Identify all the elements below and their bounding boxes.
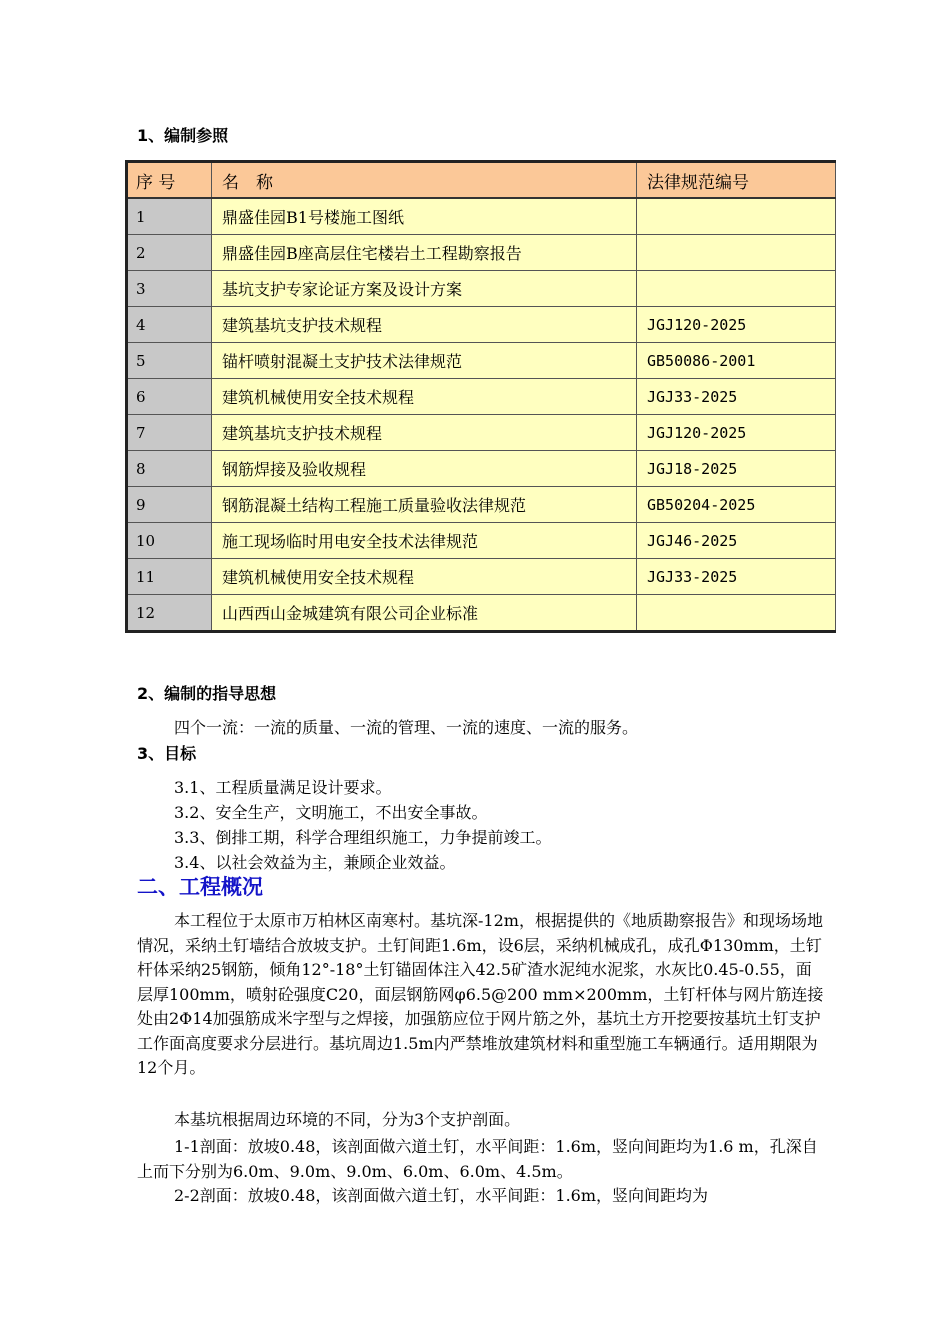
section-2-heading: 2、编制的指导思想 bbox=[137, 684, 277, 703]
table-row bbox=[127, 307, 836, 343]
header-no: 序 号 bbox=[127, 162, 212, 199]
row-number: 8 bbox=[127, 451, 212, 487]
sections-intro-paragraph: 本基坑根据周边环境的不同，分为3个支护剖面。 bbox=[174, 1110, 521, 1129]
row-number: 6 bbox=[127, 379, 212, 415]
table-row bbox=[127, 523, 836, 559]
goal-item: 3.3、倒排工期，科学合理组织施工，力争提前竣工。 bbox=[174, 828, 552, 847]
row-number: 10 bbox=[127, 523, 212, 559]
section-3-heading: 3、目标 bbox=[137, 744, 197, 763]
row-code: JGJ120-2025 bbox=[637, 415, 836, 451]
row-number: 12 bbox=[127, 595, 212, 632]
row-code: JGJ18-2025 bbox=[637, 451, 836, 487]
row-number: 2 bbox=[127, 235, 212, 271]
row-code: GB50086-2001 bbox=[637, 343, 836, 379]
section-2-2-paragraph: 2-2剖面：放坡0.48，该剖面做六道土钉，水平间距：1.6m，竖向间距均为 bbox=[174, 1186, 709, 1205]
chapter-title: 二、工程概况 bbox=[137, 875, 263, 899]
section-1-1-paragraph: 1-1剖面：放坡0.48，该剖面做六道土钉，水平间距：1.6m，竖向间距均为1.6 m，孔深自上而下分别为6.0m、9.0m、9.0m、6.0m、6.0m、4.5m。 bbox=[137, 1137, 818, 1181]
row-number: 5 bbox=[127, 343, 212, 379]
row-code: JGJ33-2025 bbox=[637, 379, 836, 415]
row-name: 建筑机械使用安全技术规程 bbox=[212, 379, 637, 415]
table-row bbox=[127, 487, 836, 523]
row-code: GB50204-2025 bbox=[637, 487, 836, 523]
goal-item: 3.4、以社会效益为主，兼顾企业效益。 bbox=[174, 853, 456, 872]
row-name: 建筑基坑支护技术规程 bbox=[212, 415, 637, 451]
table-row bbox=[127, 415, 836, 451]
section-1-heading: 1、编制参照 bbox=[137, 126, 229, 145]
header-name: 名 称 bbox=[212, 162, 637, 199]
row-name: 建筑基坑支护技术规程 bbox=[212, 307, 637, 343]
row-name: 钢筋焊接及验收规程 bbox=[212, 451, 637, 487]
row-number: 7 bbox=[127, 415, 212, 451]
row-code bbox=[637, 235, 836, 271]
reference-table bbox=[125, 160, 836, 633]
row-name: 山西西山金城建筑有限公司企业标准 bbox=[212, 595, 637, 632]
row-code bbox=[637, 271, 836, 307]
table-row bbox=[127, 271, 836, 307]
overview-paragraph: 本工程位于太原市万柏林区南寒村。基坑深-12m，根据提供的《地质勘察报告》和现场场地情况，采纳土钉墙结合放坡支护。土钉间距1.6m，设6层，采纳机械成孔，成孔Φ130mm，土钉杆体采纳25钢筋，倾角12°-18°土钉锚固体注入42.5矿渣水泥纯水泥浆，水灰比0.45-0.55，面层厚100mm，喷射砼强度C20，面层钢筋网φ6.5@200 mm×200mm，土钉杆体与网片筋连接处由2Φ14加强筋成米字型与之焊接，加强筋应位于网片筋之外，基坑土方开挖要按基坑土钉支护工作面高度要求分层进行。基坑周边1.5m内严禁堆放建筑材料和重型施工车辆通行。适用期限为12个月。 bbox=[137, 911, 824, 1077]
row-number: 1 bbox=[127, 198, 212, 235]
row-name: 鼎盛佳园B座高层住宅楼岩土工程勘察报告 bbox=[212, 235, 637, 271]
row-name: 锚杆喷射混凝土支护技术法律规范 bbox=[212, 343, 637, 379]
row-name: 鼎盛佳园B1号楼施工图纸 bbox=[212, 198, 637, 235]
table-row bbox=[127, 235, 836, 271]
table-row bbox=[127, 379, 836, 415]
section-2-text: 四个一流：一流的质量、一流的管理、一流的速度、一流的服务。 bbox=[174, 718, 639, 737]
row-code bbox=[637, 198, 836, 235]
table-row bbox=[127, 451, 836, 487]
row-code: JGJ46-2025 bbox=[637, 523, 836, 559]
row-number: 4 bbox=[127, 307, 212, 343]
row-code: JGJ33-2025 bbox=[637, 559, 836, 595]
row-number: 9 bbox=[127, 487, 212, 523]
table-row bbox=[127, 343, 836, 379]
table-header-row bbox=[127, 162, 836, 199]
row-number: 11 bbox=[127, 559, 212, 595]
goal-item: 3.2、安全生产，文明施工，不出安全事故。 bbox=[174, 803, 488, 822]
header-code: 法律规范编号 bbox=[637, 162, 836, 199]
row-code: JGJ120-2025 bbox=[637, 307, 836, 343]
row-name: 施工现场临时用电安全技术法律规范 bbox=[212, 523, 637, 559]
table-row bbox=[127, 595, 836, 632]
table-row bbox=[127, 559, 836, 595]
row-code bbox=[637, 595, 836, 632]
row-name: 建筑机械使用安全技术规程 bbox=[212, 559, 637, 595]
row-name: 钢筋混凝土结构工程施工质量验收法律规范 bbox=[212, 487, 637, 523]
table-row bbox=[127, 198, 836, 235]
row-number: 3 bbox=[127, 271, 212, 307]
goal-item: 3.1、工程质量满足设计要求。 bbox=[174, 778, 392, 797]
row-name: 基坑支护专家论证方案及设计方案 bbox=[212, 271, 637, 307]
